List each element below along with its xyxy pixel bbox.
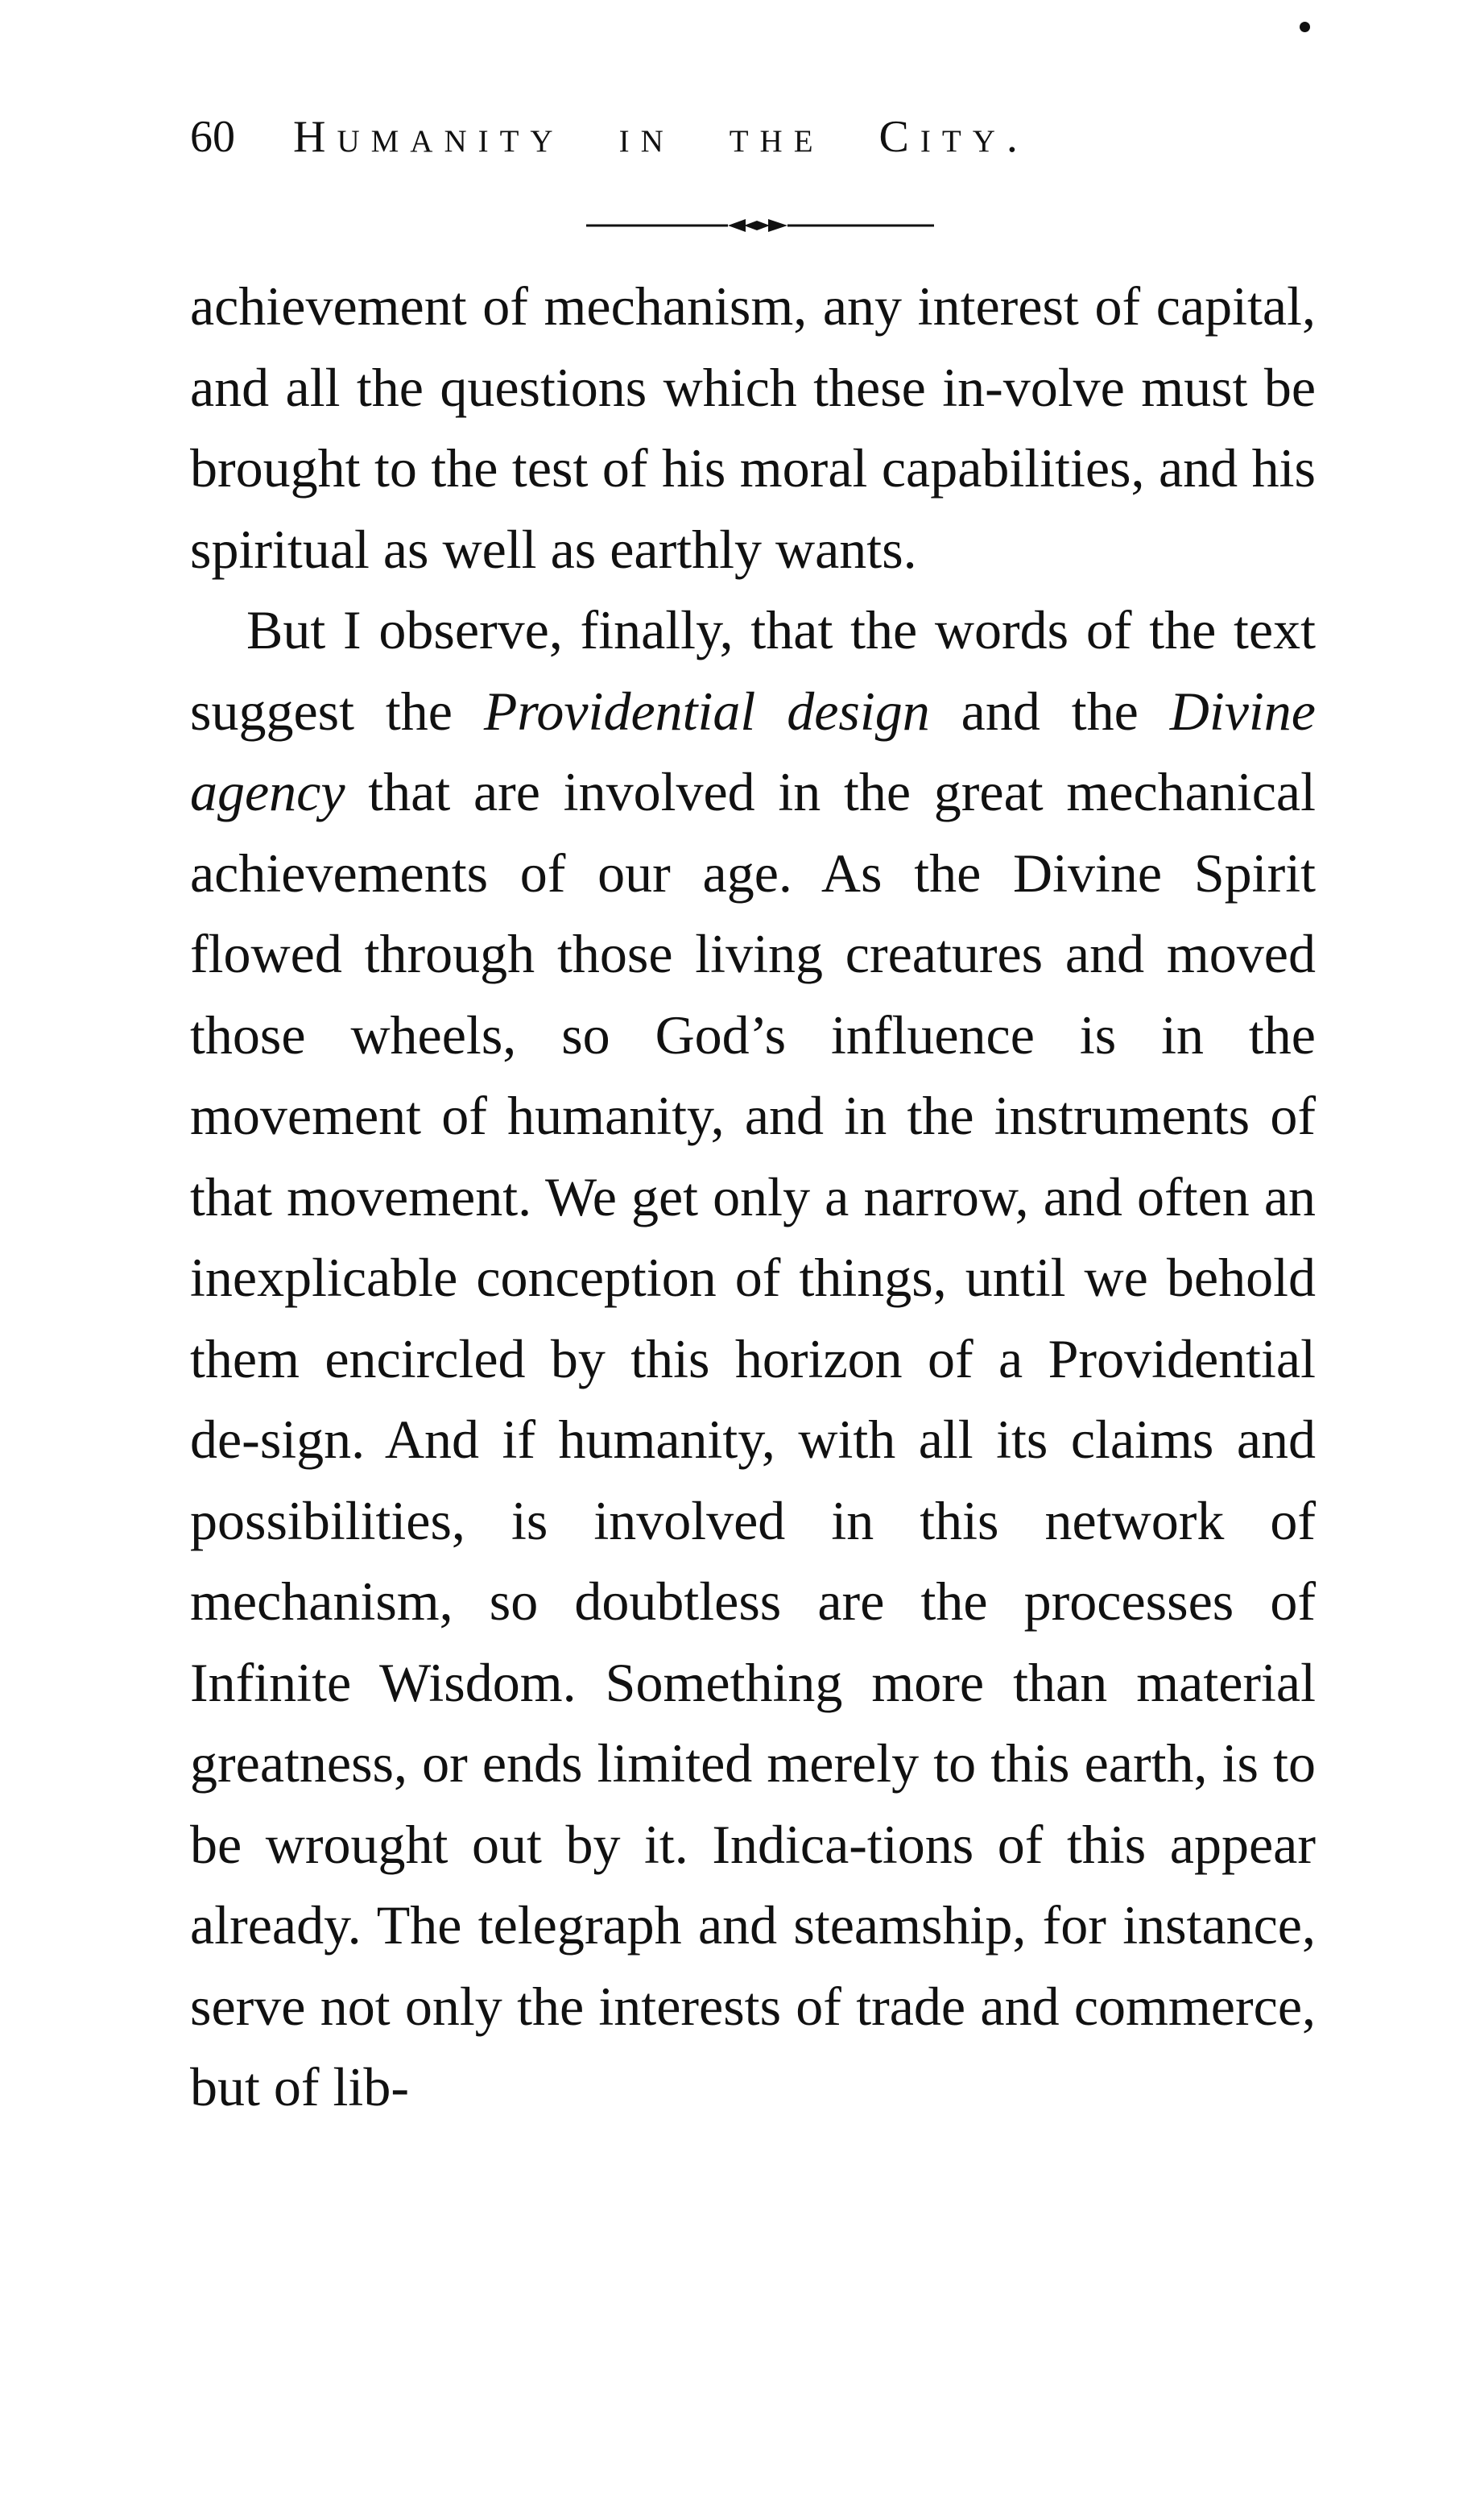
text-run: achievement of mechanism, any interest of capital, and all the questions which these in-volve must be brought to the test of his moral capabilities, and his spiritual as well as earthly wants. <box>190 275 1316 580</box>
page-number: 60 <box>190 112 235 162</box>
italic-phrase: Providential design <box>483 680 930 742</box>
text-run: and the <box>929 680 1170 742</box>
running-head: Humanity in the City. <box>293 112 1029 162</box>
text-run: But I observe, finally, that the words of the text suggest the <box>190 599 1316 742</box>
page-header <box>190 114 1301 187</box>
paragraph <box>190 590 1316 2128</box>
ornament-rule <box>586 216 934 235</box>
italic-phrase: Divine agency <box>190 680 1316 822</box>
paragraph <box>190 266 1316 590</box>
ink-dot <box>1300 22 1310 32</box>
body-text <box>190 266 1316 2128</box>
text-run: that are involved in the great mechanical achievements of our age. As the Divine Spirit flowed through those living creatures and moved those wheels, so God’s influence is in the movement of humanity, and in the instruments of that movement. We get only a narrow, and often an inexplicable conception of things, until we behold them encircled by this horizon of a Providential de-sign. And if humanity, with all its claims and possibilities, is involved in this network of mechanism, so doubtless are the processes of Infinite Wisdom. Something more than material greatness, or ends limited merely to this earth, is to be wrought out by it. Indica-tions of this appear already. The telegraph and steamship, for instance, serve not only the interests of trade and commerce, but of lib- <box>190 761 1316 2117</box>
